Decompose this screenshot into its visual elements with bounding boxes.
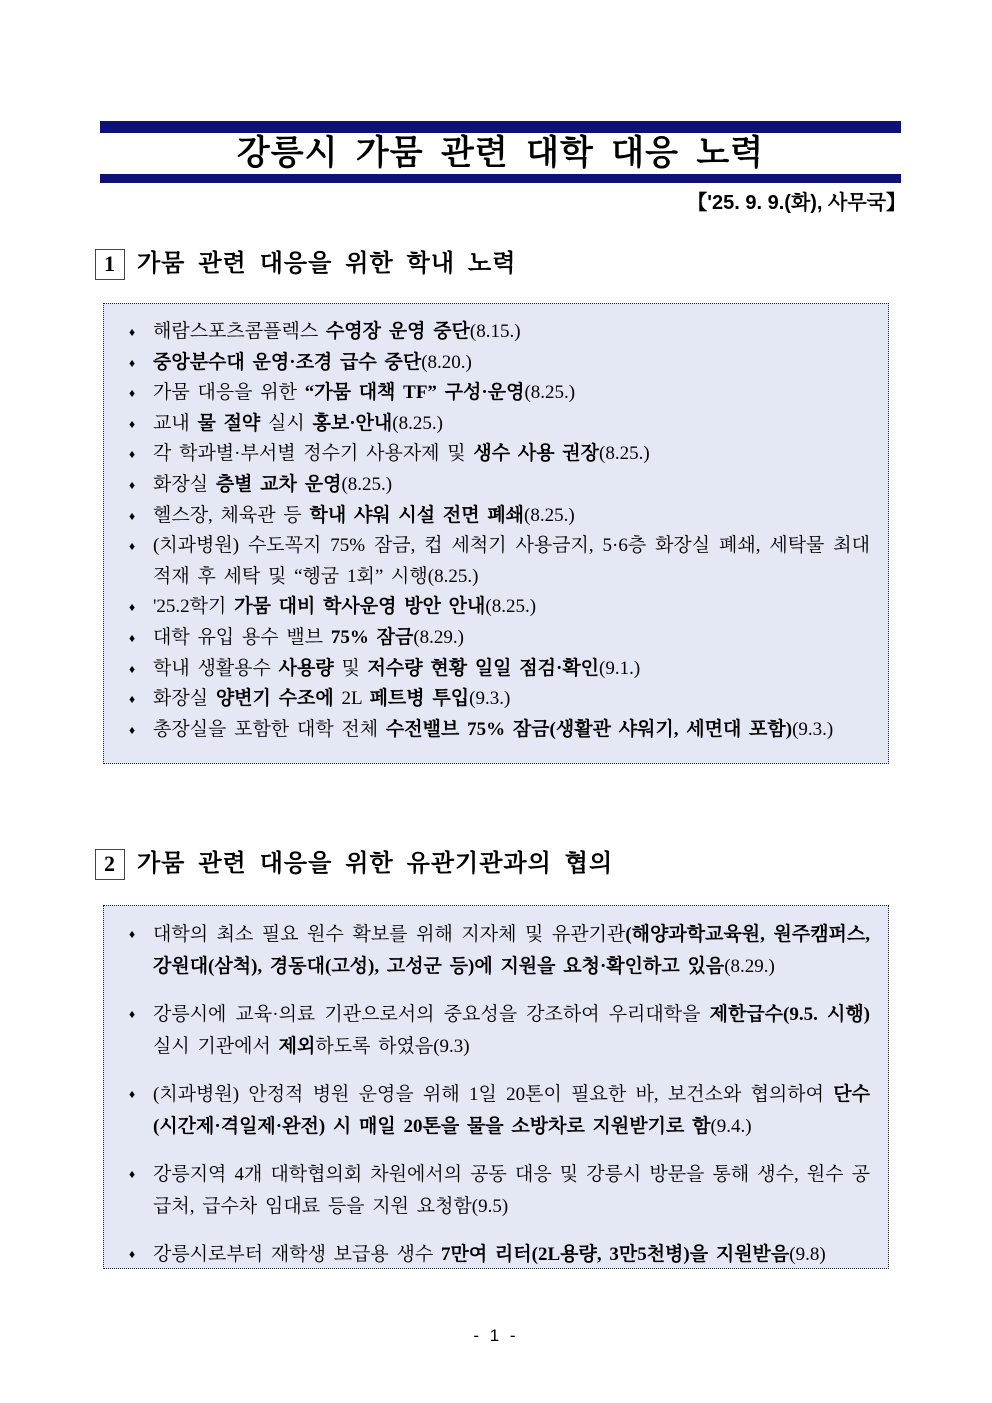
diamond-bullet-icon: ♦: [129, 600, 136, 615]
text-segment: 강릉시에 교육·의료 기관으로서의 중요성을 강조하여 우리대학을: [153, 1004, 710, 1025]
text-segment: 총장실을 포함한 대학 전체: [153, 718, 386, 740]
diamond-bullet-icon: ♦: [129, 722, 136, 737]
text-segment: 페트병 투입: [369, 688, 470, 710]
text-segment: “가뭄 대책 TF” 구성·운영: [304, 382, 525, 404]
text-segment: (8.15.): [469, 321, 521, 342]
list-item: [124, 999, 870, 1062]
list-item: [124, 1159, 870, 1222]
text-segment: 층별 교차 운영: [215, 473, 342, 495]
text-segment: (8.25.): [599, 443, 650, 465]
diamond-bullet-icon: ♦: [129, 630, 136, 645]
text-segment: 대학의 최소 필요 원수 확보를 위해 지자체 및 유관기관: [153, 924, 626, 945]
text-segment: (해양과학교육원, 원주캠퍼스, 강원대(삼척), 경동대(고성), 고성군 등)에 지원을 요청·확인하고 있음: [153, 924, 871, 977]
text-segment: 교내: [153, 412, 198, 434]
text-segment: (8.25.): [392, 412, 443, 434]
text-segment: 화장실: [153, 473, 216, 495]
text-segment: 실시 기관에서: [153, 1035, 279, 1057]
text-segment: (8.29.): [724, 955, 775, 977]
list-item: [124, 654, 870, 685]
diamond-bullet-icon: ♦: [129, 1007, 136, 1021]
text-segment: (9.3.): [469, 688, 511, 710]
text-segment: 수영장 운영 중단: [325, 321, 470, 342]
text-segment: (치과병원) 수도꼭지 75% 잠금, 컵 세척기 사용금지, 5·6층 화장실 폐쇄, 세탁물 최대 적재 후 세탁 및 “헹굼 1회” 시행(8.25.): [153, 535, 870, 587]
list-item: [124, 684, 870, 715]
text-segment: (8.29.): [413, 626, 464, 648]
text-segment: 저수량 현황 일일 점검·확인: [367, 657, 600, 679]
list-item: [124, 919, 870, 982]
text-segment: 수전밸브 75% 잠금(생활관 샤워기, 세면대 포함): [385, 718, 793, 740]
title-rule-top: [100, 121, 901, 133]
list-item: [124, 409, 870, 440]
text-segment: 가뭄 대응을 위한: [153, 382, 305, 404]
text-segment: 강릉시로부터 재학생 보급용 생수: [153, 1244, 441, 1265]
list-item: [124, 378, 870, 409]
list-item: [124, 592, 870, 623]
diamond-bullet-icon: ♦: [129, 416, 136, 431]
list-item: [124, 1079, 870, 1142]
section-2-content-box: [103, 905, 889, 1269]
text-segment: 물 절약: [197, 412, 261, 434]
text-segment: 홍보·안내: [312, 412, 393, 434]
text-segment: 제한급수(9.5. 시행): [709, 1004, 871, 1025]
text-segment: 사용량: [278, 657, 334, 679]
text-segment: 대학 유입 용수 밸브: [153, 626, 331, 648]
list-item: [124, 470, 870, 501]
list-item: [124, 623, 870, 654]
text-segment: 중앙분수대 운영·조경 급수 중단: [153, 351, 422, 373]
diamond-bullet-icon: ♦: [129, 447, 136, 462]
section-1-number-box: 1: [95, 249, 125, 280]
list-item: [124, 1239, 870, 1271]
text-segment: 가뭄 대비 학사운영 방안 안내: [234, 596, 486, 618]
text-segment: (9.4.): [710, 1115, 752, 1137]
list-item: [124, 439, 870, 470]
text-segment: (9.3.): [792, 718, 834, 740]
diamond-bullet-icon: ♦: [129, 355, 136, 370]
diamond-bullet-icon: ♦: [129, 1247, 136, 1261]
diamond-bullet-icon: ♦: [129, 325, 136, 339]
text-segment: (8.25.): [485, 596, 537, 618]
document-title: 강릉시 가뭄 관련 대학 대응 노력: [236, 134, 765, 172]
section-2-heading: [95, 843, 915, 880]
diamond-bullet-icon: ♦: [129, 692, 136, 707]
text-segment: '25.2학기: [153, 596, 235, 618]
text-segment: 양변기 수조에: [215, 688, 334, 710]
list-item: [124, 348, 870, 379]
text-segment: 실시: [260, 412, 313, 434]
diamond-bullet-icon: ♦: [129, 661, 136, 676]
diamond-bullet-icon: ♦: [129, 1167, 136, 1181]
list-item: [124, 501, 870, 532]
text-segment: (8.25.): [341, 473, 393, 495]
section-1-content-box: [103, 303, 889, 764]
text-segment: 학내 샤워 시설 전면 폐쇄: [309, 504, 525, 526]
text-segment: 단수(시간제·격일제·완전) 시 매일 20톤을 물을 소방차로 지원받기로 함: [153, 1084, 870, 1137]
text-segment: (9.8): [789, 1244, 826, 1265]
text-segment: (8.20.): [421, 351, 472, 373]
text-segment: 및: [333, 657, 368, 679]
section-1-title: 가뭄 관련 대응을 위한 학내 노력: [137, 251, 517, 277]
text-segment: 헬스장, 체육관 등: [153, 504, 310, 526]
text-segment: (9.1.): [599, 657, 641, 679]
text-segment: 해람스포츠콤플렉스: [153, 321, 326, 342]
text-segment: 75% 잠금: [330, 626, 414, 648]
text-segment: 하도록 하였음(9.3): [315, 1035, 470, 1057]
text-segment: 2L: [333, 688, 370, 710]
title-rule-bottom: [100, 174, 901, 183]
text-segment: (8.25.): [524, 504, 575, 526]
diamond-bullet-icon: ♦: [129, 927, 136, 941]
diamond-bullet-icon: ♦: [129, 386, 136, 401]
list-item: [124, 715, 870, 746]
diamond-bullet-icon: ♦: [129, 477, 136, 492]
title-banner: [100, 121, 901, 183]
section-2-number-box: 2: [95, 849, 125, 880]
text-segment: 강릉지역 4개 대학협의회 차원에서의 공동 대응 및 강릉시 방문을 통해 생수, 원수 공급처, 급수차 임대료 등을 지원 요청함(9.5): [153, 1164, 870, 1217]
text-segment: (8.25.): [524, 382, 576, 404]
text-segment: 학내 생활용수: [153, 657, 279, 679]
text-segment: 제외: [278, 1035, 316, 1057]
text-segment: (치과병원) 안정적 병원 운영을 위해 1일 20톤이 필요한 바, 보건소와 협의하여: [153, 1084, 834, 1105]
text-segment: 각 학과별·부서별 정수기 사용자제 및: [153, 443, 474, 465]
text-segment: 생수 사용 권장: [473, 443, 600, 465]
list-item: [124, 317, 870, 348]
diamond-bullet-icon: ♦: [129, 508, 136, 523]
diamond-bullet-icon: ♦: [129, 539, 136, 554]
text-segment: 화장실: [153, 688, 216, 710]
list-item: [124, 531, 870, 592]
text-segment: 7만여 리터(2L용량, 3만5천병)을 지원받음: [440, 1244, 790, 1265]
section-1-heading: [95, 243, 915, 280]
diamond-bullet-icon: ♦: [129, 1087, 136, 1101]
page-number: - 1 -: [473, 1326, 519, 1345]
section-2-title: 가뭄 관련 대응을 위한 유관기관과의 협의: [137, 851, 614, 877]
date-line: 【'25. 9. 9.(화), 사무국】: [687, 192, 906, 214]
